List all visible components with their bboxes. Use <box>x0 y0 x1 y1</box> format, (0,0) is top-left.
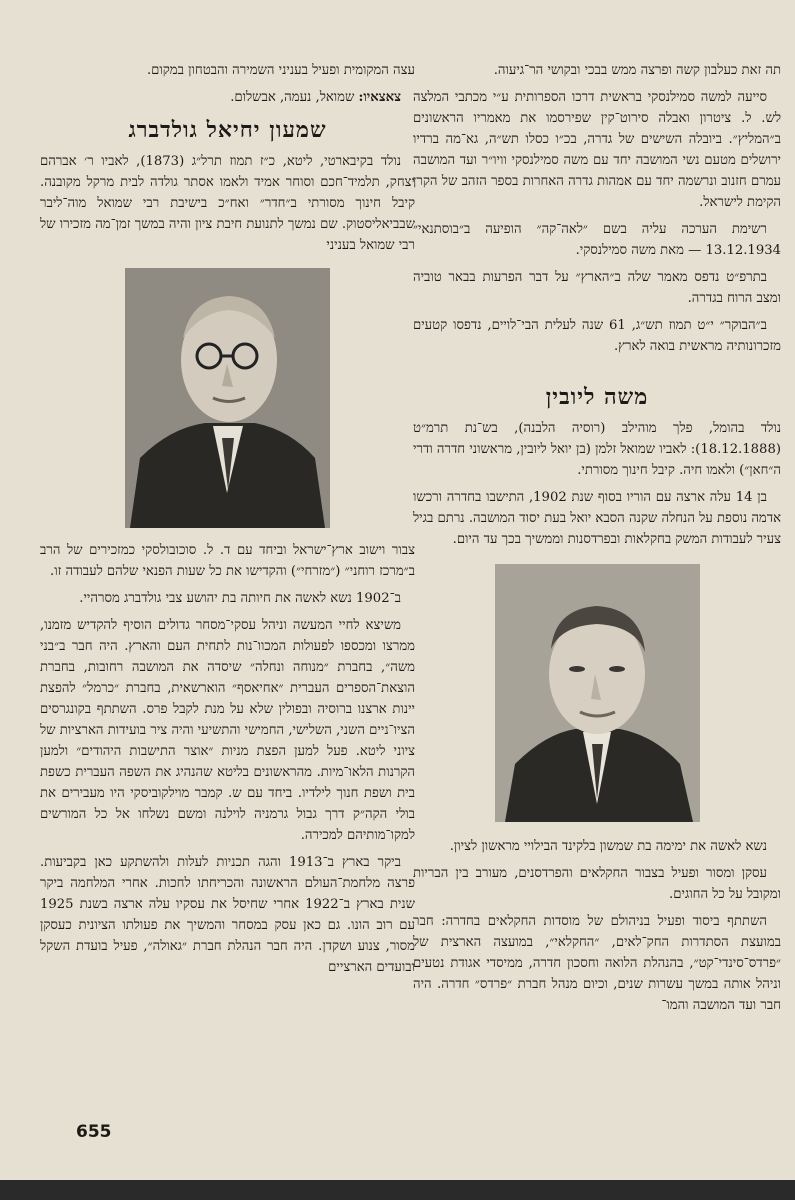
children-line <box>40 87 415 108</box>
children-names: שמואל, נעמה, אבשלום. <box>230 90 355 105</box>
paragraph: צבור וישוב ארץ־ישראל וביחד עם ד. ל. סוכובולסקי כמזכירים של הרב ב״מרכז רוחני״ (״מזרחי״) והקדישו את כל שעות הפנאי שלהם לעבודה זו. <box>40 543 415 579</box>
portrait-image <box>125 268 330 528</box>
paragraph: עסקן ומסור ופעיל בצבור החקלאים והפרדסנים, מעורב בין הבריות ומקובל על כל החוגים. <box>413 866 781 902</box>
left-column <box>40 60 415 984</box>
levin-heading: משה ליובין <box>545 384 649 410</box>
paragraph: סייעה למשה סמילנסקי בראשית דרכו הספרותית ע״י מכתבי המלצה לש. ל. ציטרון ואבלה סירוט־קין שפירסמו את מאמריו הראשונים ב״המליץ״. ביובלה השישים של גדרה, בכ״ו כסלו תש״ה, גא־מה ברדיו ירושלים מטעם נשי המושבה יחד עם משה סמילנסקי וויו״ר ועד המושבה עמרם חזנוב ונרשמה יחד עם אמהות גדרה האחרות בספר הזהב של הקרן הקימת לישראל. <box>413 90 781 210</box>
paragraph: ב־1902 נשא לאשה את חיותה בת יהושע צבי גולדברג מסרהיי. <box>79 591 401 606</box>
paragraph: משיצא לחיי המעשה וניהל עסקי־מסחר גדולים הוסיף להקדיש מזמנו, ממרצו ומכספו לפעולות המכוו־נות לתחית העם והארץ. היה חבר ב״בני משה״, בחברת ״מנוחה ונחלה״ שיסדה את המושבה רחובות, בחברת הוצאת־הספרים העברית ״אחיאסף״ הוארשאית, בחברת ״כרמל״ להפצת יינות ארצנו ברוסיה ובפולין שלא על מנת לקבל פרס. השתתף בקונגרסים הציו־ניים השני, השלישי, החמישי והתשיעי והיה ציר בועידות הארציות של ציוני ליטא. פעל למען הפצת מניות ״אוצר התישבות היהודים״ ולמען הקרנות הלאו־מיות. מהראשונים בליטא שהנהיג את השפה העברית כשפת בית ושפת חנוך לילדיו. ביחד עם ש. קמבר מוילקוביסקי היו מעבירים את בולי הקה״ק דרך גבול גרמניה לוילנה ומשם נשלחו אל כל המורשים למקו־מותיהם למכירה. <box>40 618 415 843</box>
paragraph: רשימת הערכה עליה בשם ״לאה־קה״ הופיעה ב״בוסתנאי״ 13.12.1934 — מאת משה סמילנסקי. <box>413 222 781 258</box>
paragraph: נולד בהומל, פלך מוהילב (רוסיה הלבנה), בש־נת תרמ״ט (18.12.1888): לאביו שמואל זלמן (בן יואל ליובין, מראשוני חדרה ודרי ה״חאן״) ולאמו חיה. קיבל חינוך מסורתי. <box>413 421 781 478</box>
portrait-photo-moshe-levin <box>495 564 700 822</box>
paragraph: תה זאת כעלבון קשה ופרצה ממש בבכי ובקושי הר־גיעוה. <box>493 63 781 78</box>
children-label: צאצאיו: <box>358 90 401 105</box>
paragraph: עצה המקומית ופעיל בעניני השמירה והבטחון במקום. <box>146 63 415 78</box>
paragraph: השתתף ביסוד ופעיל בניהולם של מוסדות החקלאים בחדרה: חבר במועצת הסתדרות החק־לאים, ״החקלאי״, במועצה הארצית של ״פרדס־סינדי־קט״, בהנהלת הלואה וחסכון חדרה, ממיסדי אגודת נטעים וניהל אותה במשך עשרות שנים, וכיום מנהל חברת ״פרדס״ חדרה. היה חבר ועד המושבה והמו־ <box>413 914 781 1013</box>
paragraph: ב״הבוקר״ י״ט תמוז תש״ג, 61 שנה לעלית הבי־לויים, נדפסו קטעים מזכרונותיה מראשית בואה לארץ. <box>413 318 781 354</box>
scan-bottom-border <box>0 1180 795 1200</box>
portrait-image <box>495 564 700 822</box>
paragraph: נולד בקיבארטי, ליטא, כ״ז תמוז תרל״ג (1873), לאביו ר׳ אברהם יצחק, תלמיד־חכם וסוחר אמיד ולאמו אסתר גולדה לבית מרקל מקובנה. קיבל חינוך מסורתי ב״חדר״ ואח״כ בישיבת רבי שמואל מוה־ליבר שבביאליסטוק. שם נמשך לתנועת חיבת ציון והיה במשך זמן־מה מזכירו של רבי שמואל בעניני <box>40 154 415 253</box>
paragraph: ביקר בארץ ב־1913 והגה תכניות לעלות ולהשתקע כאן בקביעות. פרצה מלחמת־העולם הראשונה והכריחתו לחכות. אחרי המלחמה ביקר שנית בארץ ב־1922 אחרי שחיסל את עסקיו עלה ארצה בשנת 1925 עם רוב הונו. גם כאן עסק במסחר והמשיך את פעולתו הציונית כעסקן מסור, צנוע ושקדן. היה חבר הנהלת חברת ״גאולה״, פעיל בועדת השקל ובועדים הארציים <box>40 855 415 975</box>
portrait-photo-shimon-goldberg <box>125 268 330 528</box>
paragraph: בתרפ״ט נדפס מאמר שלה ב״הארץ״ על דבר הפרעות בבאר טוביה ומצב הרוח בגדרה. <box>413 270 781 306</box>
goldberg-heading: שמעון יחיאל גולדברג <box>128 117 327 143</box>
page-number: 655 <box>76 1122 112 1142</box>
paragraph: בן 14 עלה ארצה עם הוריו בסוף שנת 1902, התישבו בחדרה ורכשו אדמה נוספת על הנחלה שקנה הסבא יואל בעת יסוד המושבה. נרתם בגיל צעיר לעבודות המשק בחקלאות ובפרדסנות וממשיך בכך עד היום. <box>413 490 781 547</box>
right-column <box>413 60 781 1022</box>
paragraph: נשא לאשה את ימימה בת שמשון בלקינד הבילויי מראשון לציון. <box>449 839 767 854</box>
